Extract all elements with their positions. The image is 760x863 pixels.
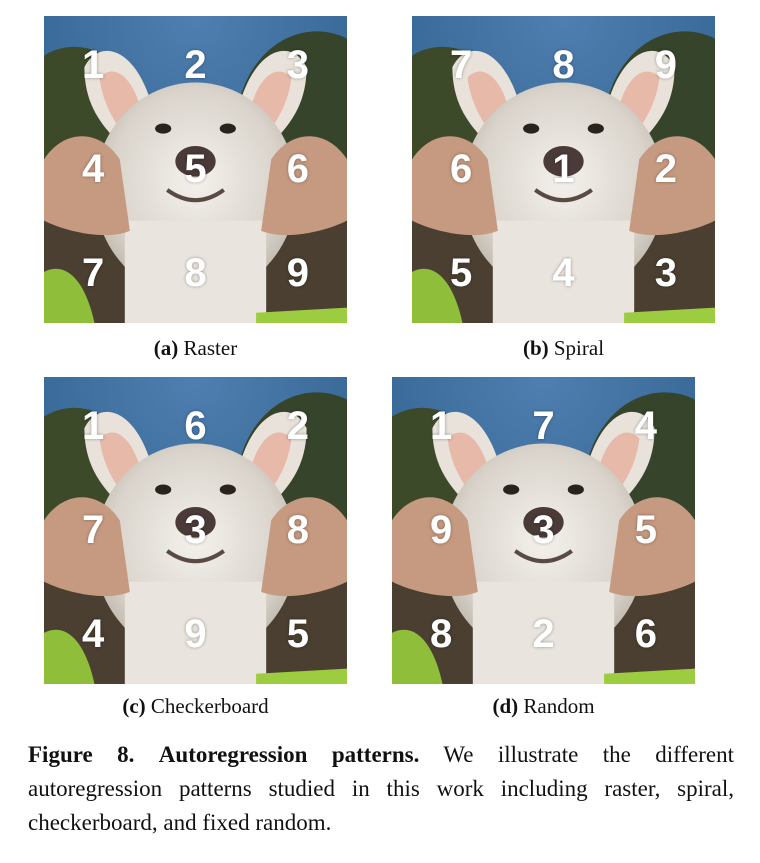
dog-photo bbox=[44, 377, 347, 684]
subfigure-letter: (b) bbox=[522, 336, 549, 360]
patch bbox=[412, 16, 510, 116]
figure-label: Figure 8. bbox=[28, 742, 135, 767]
patch bbox=[249, 120, 347, 220]
dog-photo bbox=[392, 377, 695, 684]
patch-order-number: 9 bbox=[654, 43, 677, 88]
subfigure-name: Spiral bbox=[553, 336, 605, 360]
patch bbox=[249, 481, 347, 581]
subfigure-name: Random bbox=[523, 694, 595, 718]
subfigure-caption bbox=[392, 694, 695, 719]
patch-order-number: 5 bbox=[634, 507, 657, 552]
patch-order-number: 1 bbox=[82, 404, 105, 449]
patch bbox=[146, 481, 244, 581]
patch bbox=[249, 16, 347, 116]
patch bbox=[392, 377, 490, 477]
patch-order-number: 7 bbox=[532, 404, 555, 449]
patch bbox=[514, 16, 612, 116]
patch bbox=[494, 377, 592, 477]
patch bbox=[392, 481, 490, 581]
patch-order-number: 3 bbox=[184, 507, 207, 552]
patch bbox=[617, 120, 715, 220]
patch bbox=[146, 377, 244, 477]
patch-order-number: 4 bbox=[634, 404, 657, 449]
patch bbox=[514, 223, 612, 323]
subfigure-letter: (a) bbox=[153, 336, 179, 360]
patch-order-number: 3 bbox=[532, 507, 555, 552]
patch-order-number: 6 bbox=[450, 146, 473, 191]
patch-order-number: 2 bbox=[654, 146, 677, 191]
subfigure-letter: (c) bbox=[122, 694, 146, 718]
patch bbox=[494, 481, 592, 581]
patch-order-number: 9 bbox=[430, 507, 453, 552]
patch-order-number: 3 bbox=[654, 250, 677, 295]
patch bbox=[44, 584, 142, 684]
patch bbox=[617, 223, 715, 323]
patch bbox=[597, 377, 695, 477]
patch bbox=[146, 16, 244, 116]
patch-order-number: 4 bbox=[552, 250, 575, 295]
patch-order-number: 2 bbox=[184, 43, 207, 88]
patch bbox=[44, 223, 142, 323]
subfigure-letter: (d) bbox=[492, 694, 519, 718]
patch-order-number: 3 bbox=[286, 43, 309, 88]
subfigure-caption bbox=[412, 336, 715, 361]
patch-order-number: 5 bbox=[184, 146, 207, 191]
patch-order-number: 7 bbox=[450, 43, 473, 88]
patch bbox=[412, 120, 510, 220]
patch-order-number: 1 bbox=[552, 146, 575, 191]
patch-order-number: 8 bbox=[286, 507, 309, 552]
patch-order-number: 9 bbox=[184, 611, 207, 656]
patch-order-number: 1 bbox=[430, 404, 453, 449]
patch-grid bbox=[44, 16, 347, 323]
patch-order-number: 8 bbox=[552, 43, 575, 88]
patch-order-number: 5 bbox=[286, 611, 309, 656]
figure-caption-text: We illustrate the different autoregression patterns studied in this work including raster, spiral, checkerboard, and fixed random. bbox=[28, 742, 734, 835]
patch bbox=[392, 584, 490, 684]
patch-order-number: 8 bbox=[184, 250, 207, 295]
patch-order-number: 6 bbox=[286, 146, 309, 191]
patch bbox=[44, 481, 142, 581]
patch bbox=[44, 120, 142, 220]
patch-order-number: 4 bbox=[82, 146, 105, 191]
patch bbox=[412, 223, 510, 323]
patch-grid bbox=[44, 377, 347, 684]
patch-order-number: 6 bbox=[184, 404, 207, 449]
patch-grid bbox=[412, 16, 715, 323]
subfigure-caption bbox=[44, 694, 347, 719]
patch bbox=[249, 377, 347, 477]
patch bbox=[617, 16, 715, 116]
subfigure-name: Checkerboard bbox=[150, 694, 269, 718]
patch-order-number: 9 bbox=[286, 250, 309, 295]
patch bbox=[597, 584, 695, 684]
patch-order-number: 7 bbox=[82, 250, 105, 295]
patch-order-number: 8 bbox=[430, 611, 453, 656]
patch-order-number: 5 bbox=[450, 250, 473, 295]
patch-order-number: 7 bbox=[82, 507, 105, 552]
dog-photo bbox=[412, 16, 715, 323]
patch bbox=[146, 584, 244, 684]
figure-title: Autoregression patterns. bbox=[158, 742, 420, 767]
patch bbox=[146, 223, 244, 323]
patch-order-number: 2 bbox=[286, 404, 309, 449]
patch bbox=[249, 584, 347, 684]
figure-caption bbox=[28, 738, 734, 840]
patch-order-number: 2 bbox=[532, 611, 555, 656]
patch-order-number: 6 bbox=[634, 611, 657, 656]
dog-photo bbox=[44, 16, 347, 323]
patch bbox=[44, 16, 142, 116]
patch bbox=[44, 377, 142, 477]
subfigure-caption bbox=[44, 336, 347, 361]
patch bbox=[249, 223, 347, 323]
subfigure-name: Raster bbox=[183, 336, 238, 360]
patch-order-number: 4 bbox=[82, 611, 105, 656]
patch bbox=[597, 481, 695, 581]
patch bbox=[514, 120, 612, 220]
patch-order-number: 1 bbox=[82, 43, 105, 88]
patch bbox=[494, 584, 592, 684]
patch-grid bbox=[392, 377, 695, 684]
patch bbox=[146, 120, 244, 220]
